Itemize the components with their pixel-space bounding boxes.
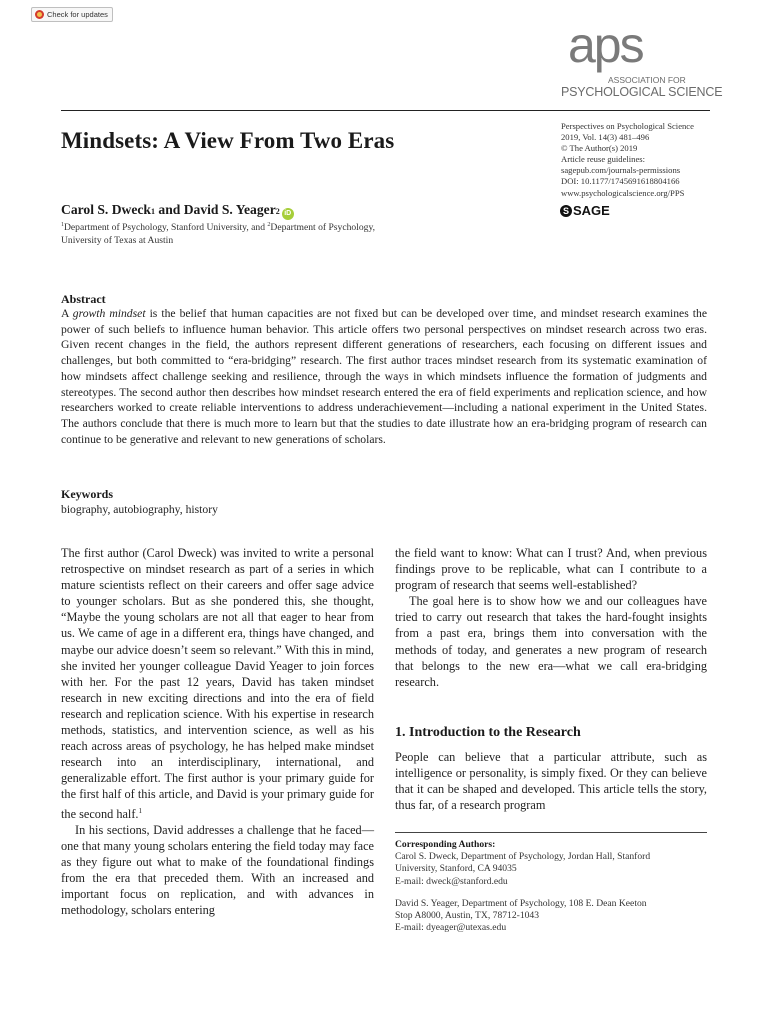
author-conjunction: and bbox=[155, 202, 184, 217]
sage-wordmark: SAGE bbox=[573, 203, 610, 218]
journal-info bbox=[561, 121, 721, 199]
journal-volume: 2019, Vol. 14(3) 481–496 bbox=[561, 132, 650, 143]
paragraph-text: The first author (Carol Dweck) was invited to write a personal retrospective on mindset research as part of a series in which mature scientists reflect on their careers and offer sage advice to younger scholars. But as she pondered this, she thought, “Maybe the young scholars are not all that eager to hear from us. We came of age in a different era, things have changed, and maybe our advice doesn’t seem so relevant.” With this in mind, she invited her younger colleague David Yeager to join forces with her. For the past 12 years, David has taken mindset research in new exciting directions and into the era of field research and replication science. With his expertise in research methods, statistics, and intervention science, as well as his reach across areas of psychology, he has helped make mindset research into an interdisciplinary, international, and generalizable effort. The first author is your primary guide for the first half of this article, and David is your primary guide for the second half. bbox=[61, 546, 374, 821]
author-name: David S. Yeager bbox=[183, 202, 276, 217]
aps-logo-name: PSYCHOLOGICAL SCIENCE bbox=[561, 85, 723, 99]
abstract-body bbox=[61, 306, 707, 447]
section-heading: 1. Introduction to the Research bbox=[395, 725, 581, 740]
affiliation-text: Department of Psychology, Stanford University, and bbox=[64, 222, 268, 234]
author-line bbox=[61, 202, 294, 219]
aps-logo-wordmark: aps bbox=[568, 17, 643, 73]
sage-logo bbox=[560, 203, 610, 218]
body-paragraph: In his sections, David addresses a challenge that he faced—one that many young scholars entering the field today may face as they figure out what to make of the foundational findings from the era that preceded them. With an increased and important focus on replication, and with advances in methodology, scholars entering bbox=[61, 822, 374, 918]
body-column-right bbox=[395, 545, 707, 690]
corresponding-heading: Corresponding Authors: bbox=[395, 839, 496, 850]
keywords-list: biography, autobiography, history bbox=[61, 503, 218, 516]
orcid-icon[interactable]: iD bbox=[282, 208, 294, 220]
section-body bbox=[395, 749, 707, 813]
footnote-marker[interactable]: 1 bbox=[138, 806, 143, 815]
abstract-text: is the belief that human capacities are not fixed but can be developed over time, and mindset research examines the power of such beliefs to influence human behavior. This article offers two personal perspectives on mindset research across two eras. Given recent changes in the field, the authors represent different generations of researchers, each focusing on different issues and challenges, but both committed to “era-bridging” research. The first author traces mindset research from its systematic examination of how mindsets affect challenge seeking and resilience, through the ways in which mindsets influence the formation of judgments and stereotypes. The second author then describes how mindset research entered the era of field experiments and replication science, and how researchers worked to create reliable interventions to address underachievement—including a national experiment in the United States. The authors conclude that there is much more to learn but that the studies to date illustrate how an era-bridging program of research can continue to be generative and relevant to new generations of scholars. bbox=[61, 307, 707, 446]
check-for-updates-label: Check for updates bbox=[47, 10, 108, 19]
affiliation-text: Department of Psychology, bbox=[270, 222, 376, 234]
crossmark-icon bbox=[35, 10, 44, 19]
journal-permissions-link[interactable]: sagepub.com/journals-permissions bbox=[561, 165, 681, 176]
body-paragraph: People can believe that a particular attribute, such as intelligence or personality, is simply fixed. Or they can believe that it can be shaped and developed. This article tells the story, thus far, of a research program bbox=[395, 750, 707, 813]
affiliation-marker: 1 bbox=[61, 222, 64, 228]
journal-reuse: Article reuse guidelines: bbox=[561, 154, 645, 165]
corresponding-authors bbox=[395, 839, 707, 934]
affiliation-marker: 2 bbox=[267, 222, 271, 228]
body-paragraph: The goal here is to show how we and our colleagues have tried to carry out research that takes the hard-fought insights from a past era, brings them into conversation with the methods of today, and generates a new program of research that belongs to the new era—what we call era-bridging research. bbox=[395, 594, 707, 689]
spacer bbox=[395, 888, 707, 898]
corresponding-address: University, Stanford, CA 94035 bbox=[395, 863, 517, 875]
corresponding-address: Carol S. Dweck, Department of Psychology, Jordan Hall, Stanford bbox=[395, 851, 651, 863]
corresponding-address: Stop A8000, Austin, TX, 78712-1043 bbox=[395, 910, 540, 922]
aps-logo-subtitle: ASSOCIATION FOR bbox=[608, 75, 686, 85]
author-name: Carol S. Dweck bbox=[61, 202, 151, 217]
body-paragraph bbox=[61, 545, 374, 822]
abstract-heading: Abstract bbox=[61, 292, 106, 306]
header-divider bbox=[61, 110, 710, 111]
affiliations bbox=[61, 219, 375, 247]
affiliation-marker: 1 bbox=[151, 207, 155, 216]
abstract-term: growth mindset bbox=[72, 307, 146, 320]
affiliation-text: University of Texas at Austin bbox=[61, 235, 174, 247]
check-for-updates-button[interactable] bbox=[31, 7, 113, 22]
keywords-heading: Keywords bbox=[61, 487, 113, 501]
article-title: Mindsets: A View From Two Eras bbox=[61, 128, 395, 153]
journal-copyright: © The Author(s) 2019 bbox=[561, 143, 638, 154]
sage-s-icon: S bbox=[560, 205, 572, 217]
journal-doi[interactable]: DOI: 10.1177/1745691618804166 bbox=[561, 176, 680, 187]
body-column-left bbox=[61, 545, 374, 918]
journal-name: Perspectives on Psychological Science bbox=[561, 121, 694, 131]
journal-website-link[interactable]: www.psychologicalscience.org/PPS bbox=[561, 187, 685, 198]
affiliation-marker: 2 bbox=[275, 207, 280, 216]
abstract-lead: A bbox=[61, 307, 73, 320]
body-paragraph: the field want to know: What can I trust? And, when previous findings prove to be replicable, what can I contribute to a program of research that seems well-established? bbox=[395, 546, 707, 593]
corresponding-email[interactable]: E-mail: dyeager@utexas.edu bbox=[395, 922, 507, 934]
corresponding-address: David S. Yeager, Department of Psychology, 108 E. Dean Keeton bbox=[395, 897, 647, 909]
footnote-divider bbox=[395, 832, 707, 833]
corresponding-email[interactable]: E-mail: dweck@stanford.edu bbox=[395, 875, 508, 887]
